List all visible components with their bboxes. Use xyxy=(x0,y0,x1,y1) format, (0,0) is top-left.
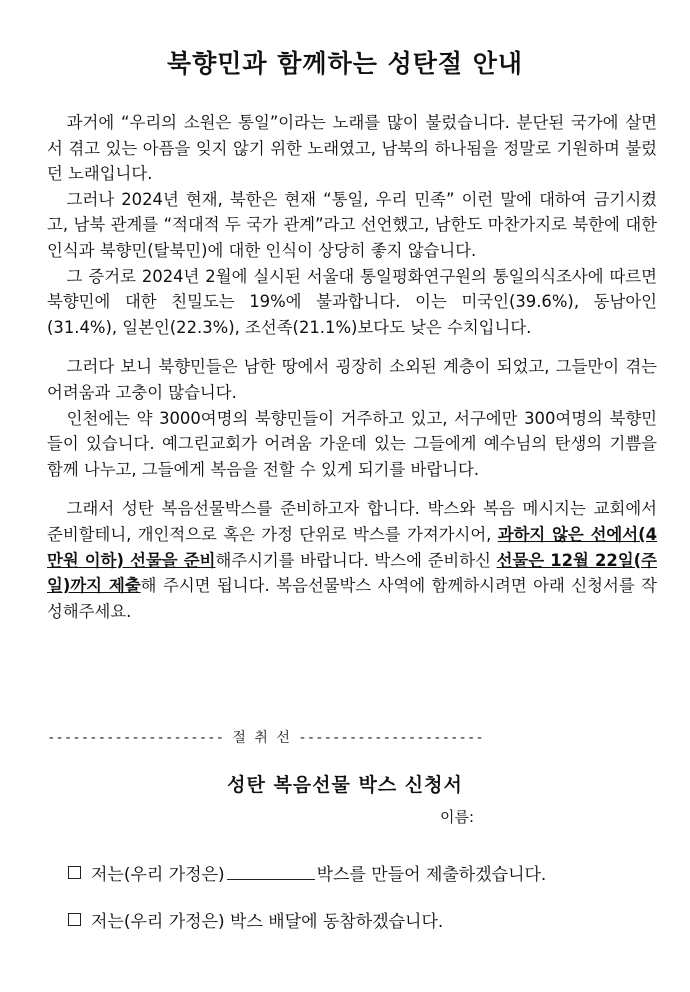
paragraph-final xyxy=(47,496,657,624)
paragraph: 인천에는 약 3000여명의 북향민들이 거주하고 있고, 서구에만 300여명의 북향민들이 있습니다. 예그린교회가 어려움 가운데 있는 그들에게 예수님의 탄생의 기쁨을 함께 나누고, 그들에게 복음을 전할 수 있게 되기를 바랍니다. xyxy=(47,408,657,479)
name-label: 이름: xyxy=(440,808,475,826)
option-text: 박스를 만들어 제출하겠습니다. xyxy=(316,865,547,885)
option-delivery[interactable] xyxy=(68,907,443,932)
box-count-blank[interactable] xyxy=(227,865,315,880)
emphasis-deadline: 선물은 12월 22일(주일)까지 제출 xyxy=(47,550,657,596)
emphasis-gift-budget: 과하지 않은 선에서(4만원 이하) 선물을 준비 xyxy=(47,524,657,570)
paragraph: 과거에 “우리의 소원은 통일”이라는 노래를 많이 불렀습니다. 분단된 국가에 살면서 겪고 있는 아픔을 잊지 않기 위한 노래였고, 남북의 하나됨을 정말로 기원하며 불렀던 노래입니다. xyxy=(47,113,657,184)
option-text: 저는(우리 가정은) xyxy=(91,865,225,885)
paragraph: 그러나 2024년 현재, 북한은 현재 “통일, 우리 민족” 이런 말에 대하여 금기시켰고, 남북 관계를 “적대적 두 국가 관계”라고 선언했고, 남한도 마찬가지로 북한에 대한 인식과 북향민(탈북민)에 대한 인식이 상당히 좋지 않습니다. xyxy=(47,189,657,260)
option-make-box[interactable] xyxy=(68,860,546,885)
text-segment: 그래서 성탄 복음선물박스를 준비하고자 합니다. 박스와 복음 메시지는 교회에서 준비할테니, 개인적으로 혹은 가정 단위로 박스를 가져가시어, xyxy=(47,499,657,544)
checkbox[interactable] xyxy=(68,913,81,926)
option-text: 저는(우리 가정은) 박스 배달에 동참하겠습니다. xyxy=(91,912,444,932)
checkbox[interactable] xyxy=(68,866,81,879)
announcement-body xyxy=(47,110,657,624)
paragraph: 그러다 보니 북향민들은 남한 땅에서 굉장히 소외된 계층이 되었고, 그들만이 겪는 어려움과 고충이 많습니다. xyxy=(47,357,657,402)
cut-line: --------------------- 절 취 선 ---------------------- xyxy=(47,730,484,746)
paragraph: 그 증거로 2024년 2월에 실시된 서울대 통일평화연구원의 통일의식조사에 따르면 북향민에 대한 친밀도는 19%에 불과합니다. 이는 미국인(39.6%), 동남아인(31.4%), 일본인(22.3%), 조선족(21.1%)보다도 낮은 수치입니다. xyxy=(47,266,657,337)
form-title: 성탄 복음선물 박스 신청서 xyxy=(227,774,463,796)
spacer xyxy=(47,340,657,354)
text-segment: 해 주시면 됩니다. 복음선물박스 사역에 함께하시려면 아래 신청서를 작성해주세요. xyxy=(47,576,657,621)
spacer xyxy=(47,482,657,496)
page-title: 북향민과 함께하는 성탄절 안내 xyxy=(166,49,524,78)
text-segment: 해주시기를 바랍니다. 박스에 준비하신 xyxy=(215,550,497,570)
